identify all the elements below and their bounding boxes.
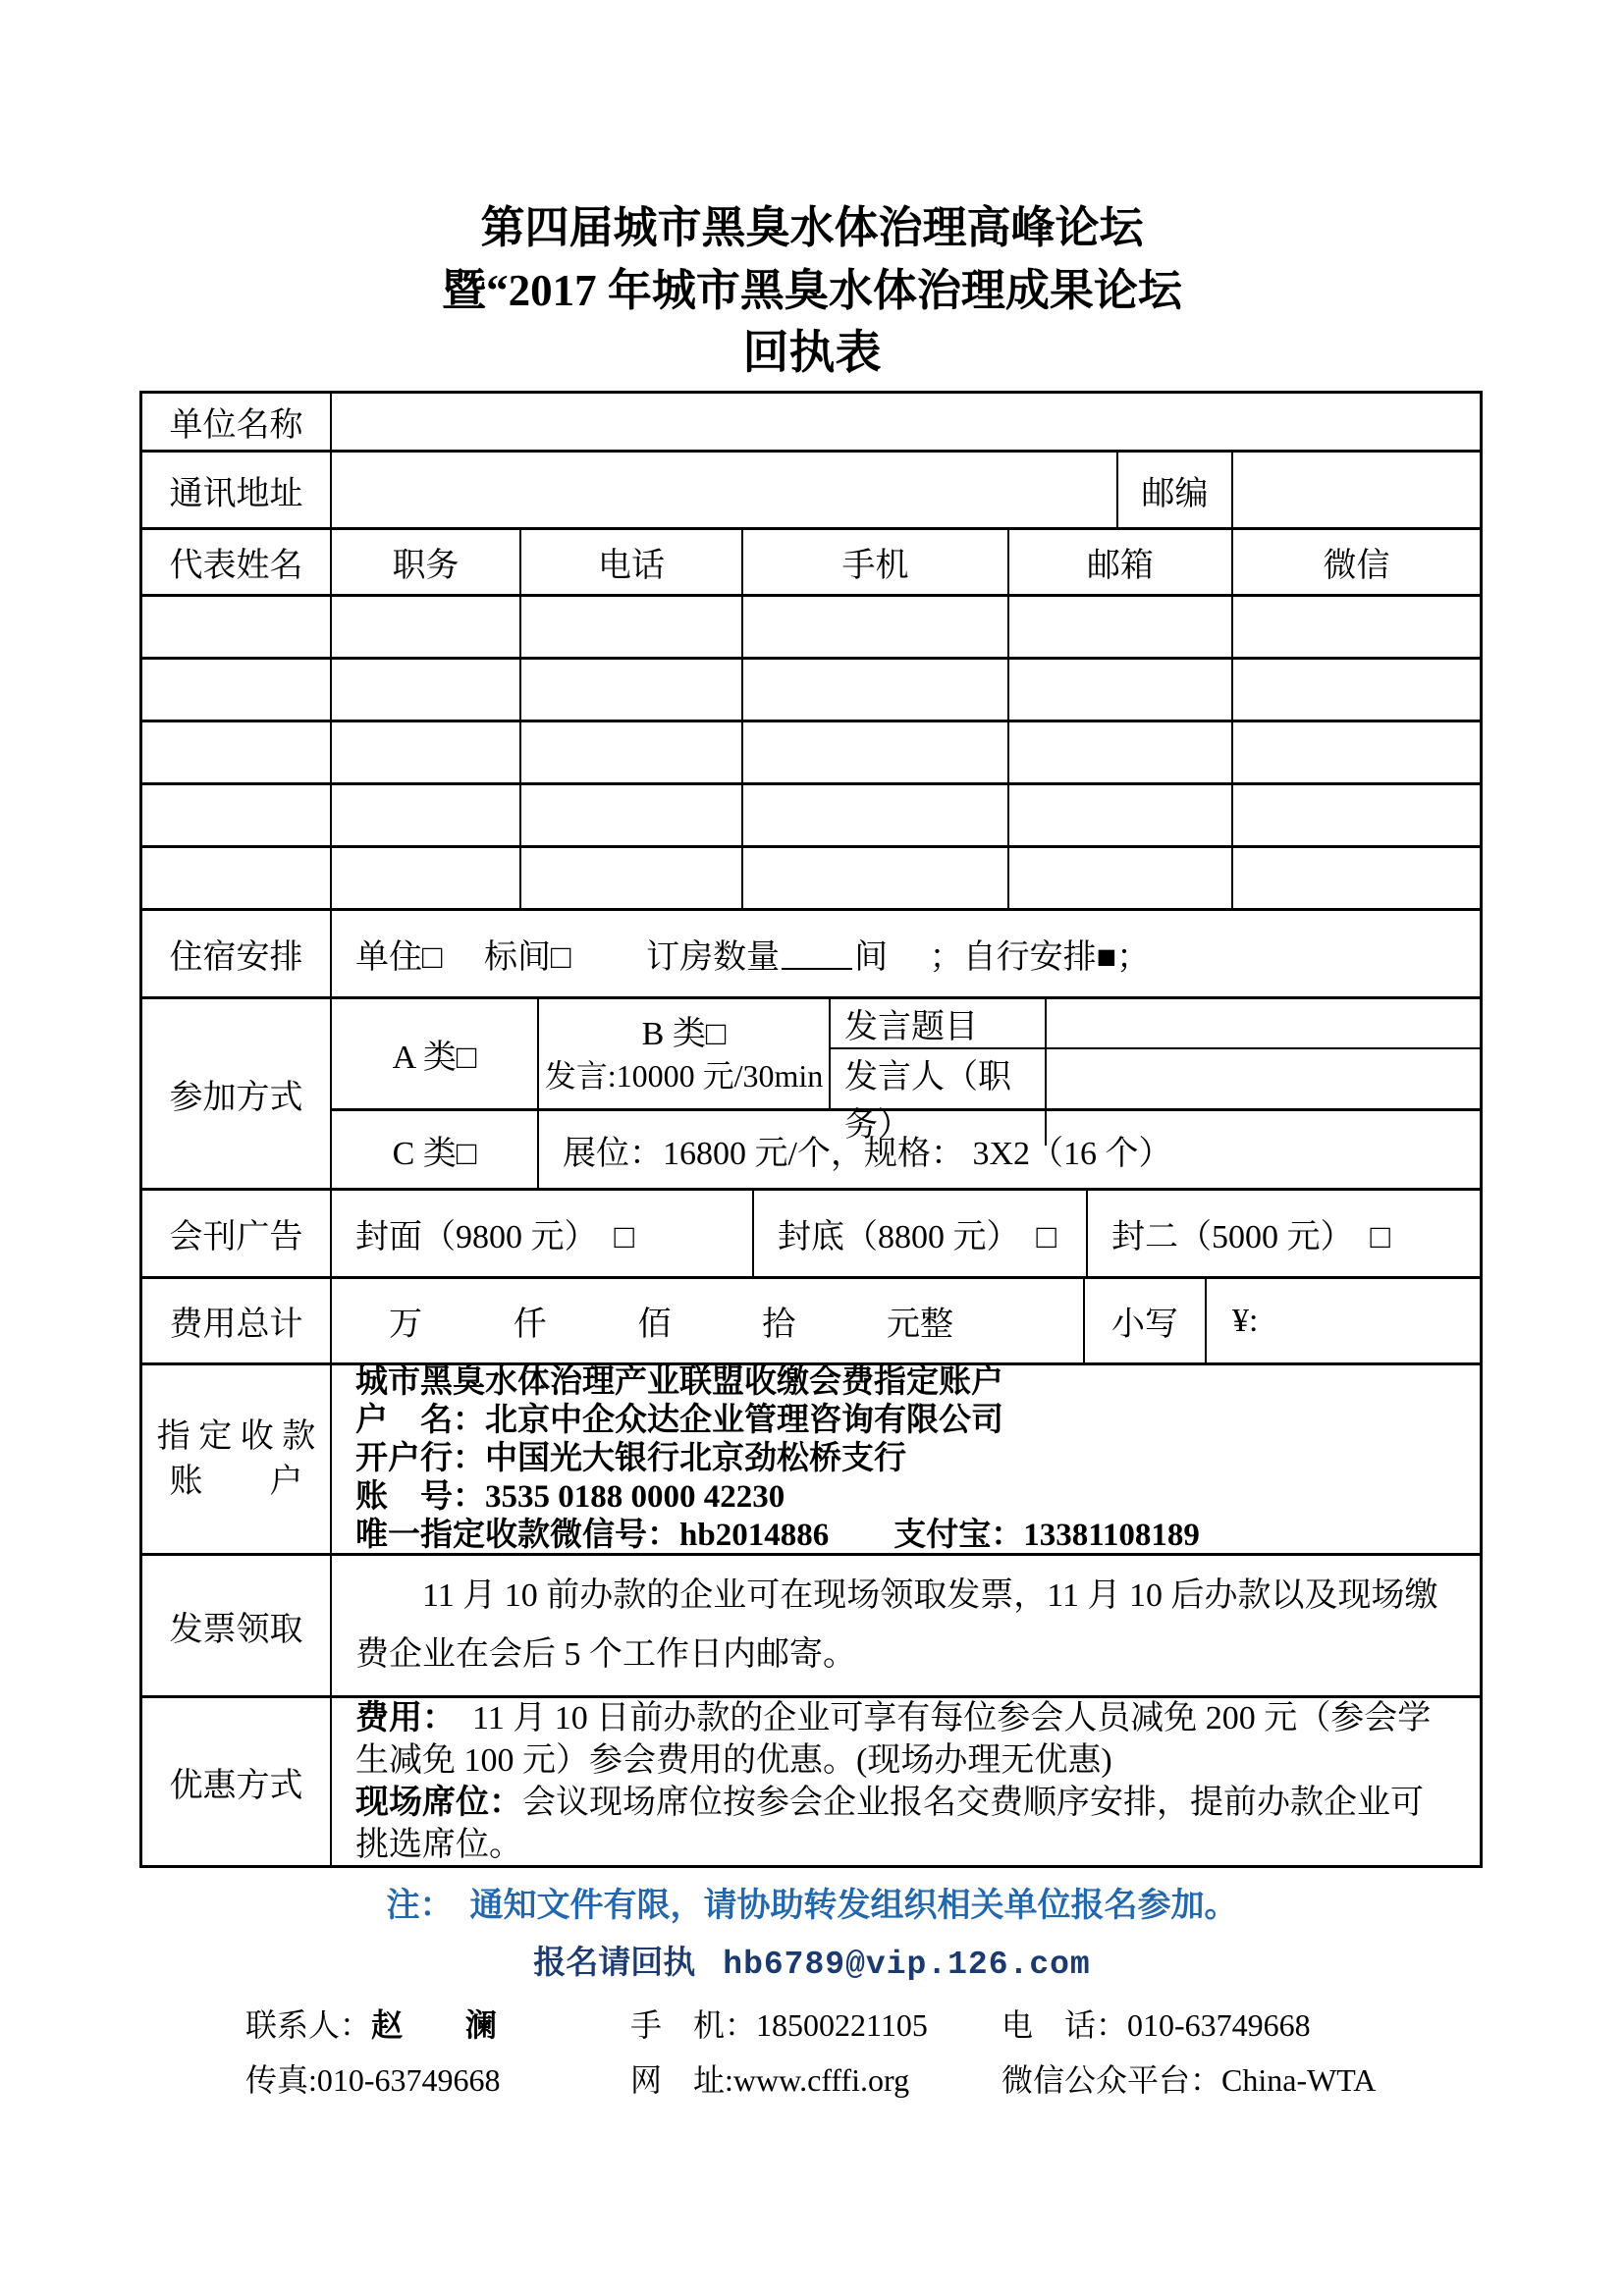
journal-ad-label: 会刊广告 bbox=[142, 1191, 332, 1276]
rep-header-position: 职务 bbox=[332, 530, 521, 594]
rep-cell bbox=[1233, 848, 1480, 908]
small-amount-label: 小写 bbox=[1085, 1279, 1207, 1362]
invoice-label: 发票领取 bbox=[142, 1556, 332, 1695]
title-line-1: 第四届城市黑臭水体治理高峰论坛 bbox=[480, 203, 1144, 252]
option-b-cell bbox=[539, 999, 831, 1108]
contact-person-name: 赵 澜 bbox=[371, 2007, 498, 2043]
discount-row bbox=[142, 1698, 1480, 1865]
discount-fee-paragraph bbox=[355, 1697, 1456, 1782]
rep-cell bbox=[332, 597, 521, 657]
lodging-row bbox=[142, 911, 1480, 999]
rep-cell bbox=[521, 785, 743, 845]
lodging-text-after: 间 ；自行安排■； bbox=[854, 939, 1151, 976]
rep-cell bbox=[142, 722, 332, 782]
rep-cell bbox=[743, 660, 1009, 720]
footer-reply-line bbox=[0, 1943, 1624, 1986]
amount-unit-wan: 万 bbox=[389, 1307, 422, 1343]
rep-cell bbox=[743, 785, 1009, 845]
title-line-3: 回执表 bbox=[742, 328, 882, 379]
discount-seat-text: 会议现场席位按参会企业报名交费顺序安排，提前办款企业可挑选席位。 bbox=[355, 1785, 1424, 1863]
contact-website: 网 址:www.cfffi.org bbox=[630, 2062, 910, 2098]
rep-cell bbox=[521, 722, 743, 782]
title-line-2: 暨“2017 年城市黑臭水体治理成果论坛 bbox=[442, 266, 1182, 315]
rep-header-wechat: 微信 bbox=[1323, 548, 1390, 584]
unit-name-row bbox=[142, 394, 1480, 453]
option-b-price: 发言:10000 元/30min bbox=[544, 1057, 824, 1094]
participation-subrow-c bbox=[332, 1111, 1480, 1188]
account-line-wechat-alipay: 唯一指定收款微信号：hb2014886 支付宝：13381108189 bbox=[355, 1518, 1200, 1553]
rep-cell bbox=[142, 848, 332, 908]
invoice-text: 11 月 10 前办款的企业可在现场领取发票，11 月 10 后办款以及现场缴费企业在会后 5 个工作日内邮寄。 bbox=[355, 1577, 1438, 1673]
lodging-label: 住宿安排 bbox=[142, 911, 332, 996]
contact-fax: 传真:010-63749668 bbox=[245, 2062, 501, 2098]
representative-empty-row bbox=[142, 785, 1480, 848]
rep-cell bbox=[743, 722, 1009, 782]
journal-ad-row bbox=[142, 1191, 1480, 1279]
address-input-cell bbox=[332, 453, 1118, 527]
rep-cell bbox=[521, 848, 743, 908]
option-b-checkbox: B 类□ bbox=[641, 1015, 727, 1052]
rep-cell bbox=[1009, 722, 1233, 782]
amount-unit-shi: 拾 bbox=[762, 1307, 796, 1343]
participation-row bbox=[142, 999, 1480, 1191]
rep-cell bbox=[142, 597, 332, 657]
room-count-underline bbox=[782, 938, 852, 970]
reply-email: hb6789@vip.126.com bbox=[723, 1947, 1091, 1983]
participation-options bbox=[332, 999, 1480, 1188]
account-line-bank: 开户行：中国光大银行北京劲松桥支行 bbox=[355, 1441, 906, 1476]
speech-title-label: 发言题目 bbox=[831, 999, 1047, 1047]
document-title bbox=[0, 0, 1624, 385]
contact-person bbox=[245, 2005, 630, 2045]
contact-row-2 bbox=[245, 2060, 1624, 2100]
postcode-input-cell bbox=[1233, 453, 1480, 527]
address-row bbox=[142, 453, 1480, 530]
address-label: 通讯地址 bbox=[142, 453, 332, 527]
speech-title-input-cell bbox=[1047, 999, 1480, 1047]
speech-fields bbox=[831, 999, 1480, 1144]
account-label-line1: 指 定 收 款 bbox=[156, 1417, 316, 1455]
representative-empty-row bbox=[142, 660, 1480, 722]
speaker-label: 发言人（职务） bbox=[831, 1049, 1047, 1146]
discount-fee-text: 11 月 10 日前办款的企业可享有每位参会人员减免 200 元（参会学生减免 100 元）参会费用的优惠。(现场办理无优惠) bbox=[355, 1700, 1432, 1779]
ad-cover-front-checkbox: 封面（9800 元） □ bbox=[332, 1191, 754, 1276]
ad-cover-second-checkbox: 封二（5000 元） □ bbox=[1111, 1219, 1391, 1255]
rep-header-email: 邮箱 bbox=[1009, 530, 1233, 594]
total-fee-label: 费用总计 bbox=[142, 1279, 332, 1362]
account-label bbox=[142, 1365, 332, 1553]
account-line-holder: 户 名：北京中企众达企业管理咨询有限公司 bbox=[355, 1403, 1003, 1438]
rep-cell bbox=[1233, 722, 1480, 782]
representative-empty-row bbox=[142, 848, 1480, 911]
booth-info: 展位：16800 元/个，规格： 3X2（16 个） bbox=[563, 1135, 1172, 1172]
contact-mobile: 手 机：18500221105 bbox=[630, 2007, 928, 2043]
unit-name-input-cell bbox=[332, 394, 1480, 450]
rep-header-mobile: 手机 bbox=[743, 530, 1009, 594]
account-details bbox=[332, 1365, 1480, 1553]
account-line-number: 账 号：3535 0188 0000 42230 bbox=[355, 1479, 785, 1515]
rep-cell bbox=[743, 597, 1009, 657]
speech-title-row bbox=[831, 999, 1480, 1049]
discount-seat-paragraph bbox=[355, 1782, 1456, 1866]
footer-contacts bbox=[245, 2005, 1624, 2100]
footer-note: 注： 通知文件有限，请协助转发组织相关单位报名参加。 bbox=[386, 1888, 1238, 1924]
account-row bbox=[142, 1365, 1480, 1556]
postcode-label: 邮编 bbox=[1118, 453, 1233, 527]
amount-unit-qian: 仟 bbox=[513, 1307, 547, 1343]
rep-cell bbox=[521, 660, 743, 720]
amount-numeric-cell: ¥: bbox=[1232, 1302, 1259, 1339]
representative-empty-row bbox=[142, 722, 1480, 785]
rep-cell bbox=[521, 597, 743, 657]
contact-person-label: 联系人： bbox=[245, 2007, 372, 2043]
contact-wechat-platform: 微信公众平台：China-WTA bbox=[1001, 2062, 1377, 2098]
discount-label: 优惠方式 bbox=[142, 1698, 332, 1865]
amount-units bbox=[389, 1297, 953, 1345]
account-label-line2: 账 户 bbox=[169, 1463, 303, 1500]
discount-seat-lead: 现场席位： bbox=[355, 1785, 522, 1821]
amount-in-words-cell bbox=[332, 1279, 1085, 1362]
rep-cell bbox=[142, 660, 332, 720]
rep-cell bbox=[1009, 785, 1233, 845]
account-line-title: 城市黑臭水体治理产业联盟收缴会费指定账户 bbox=[355, 1364, 1003, 1400]
option-c-checkbox: C 类□ bbox=[332, 1111, 539, 1188]
rep-cell bbox=[1009, 848, 1233, 908]
option-a-checkbox: A 类□ bbox=[332, 999, 539, 1108]
rep-cell bbox=[332, 660, 521, 720]
rep-cell bbox=[1233, 785, 1480, 845]
rep-cell bbox=[1009, 660, 1233, 720]
invoice-details bbox=[332, 1556, 1480, 1695]
lodging-options bbox=[332, 911, 1480, 996]
amount-unit-yuan: 元整 bbox=[887, 1307, 953, 1343]
representatives-header-row bbox=[142, 530, 1480, 597]
reply-form-table bbox=[139, 391, 1483, 1868]
rep-cell bbox=[1233, 597, 1480, 657]
rep-cell bbox=[142, 785, 332, 845]
unit-name-label: 单位名称 bbox=[142, 394, 332, 450]
discount-details bbox=[332, 1698, 1480, 1865]
rep-cell bbox=[332, 785, 521, 845]
participation-subrow-ab bbox=[332, 999, 1480, 1144]
rep-cell bbox=[743, 848, 1009, 908]
ad-cover-back-checkbox: 封底（8800 元） □ bbox=[754, 1191, 1088, 1276]
rep-cell bbox=[332, 848, 521, 908]
amount-unit-bai: 佰 bbox=[637, 1307, 672, 1343]
participation-label: 参加方式 bbox=[142, 999, 332, 1188]
lodging-text-before: 单住□ 标间□ 订房数量 bbox=[355, 939, 781, 976]
rep-cell bbox=[332, 722, 521, 782]
contact-row-1 bbox=[245, 2005, 1624, 2045]
rep-cell bbox=[1233, 660, 1480, 720]
representative-empty-row bbox=[142, 597, 1480, 660]
rep-header-name: 代表姓名 bbox=[142, 530, 332, 594]
total-fee-row bbox=[142, 1279, 1480, 1365]
invoice-row bbox=[142, 1556, 1480, 1698]
reply-label: 报名请回执 bbox=[533, 1946, 696, 1981]
rep-header-telephone: 电话 bbox=[521, 530, 743, 594]
rep-cell bbox=[1009, 597, 1233, 657]
discount-fee-lead: 费用： bbox=[355, 1700, 439, 1736]
contact-phone: 电 话：010-63749668 bbox=[1001, 2007, 1311, 2043]
